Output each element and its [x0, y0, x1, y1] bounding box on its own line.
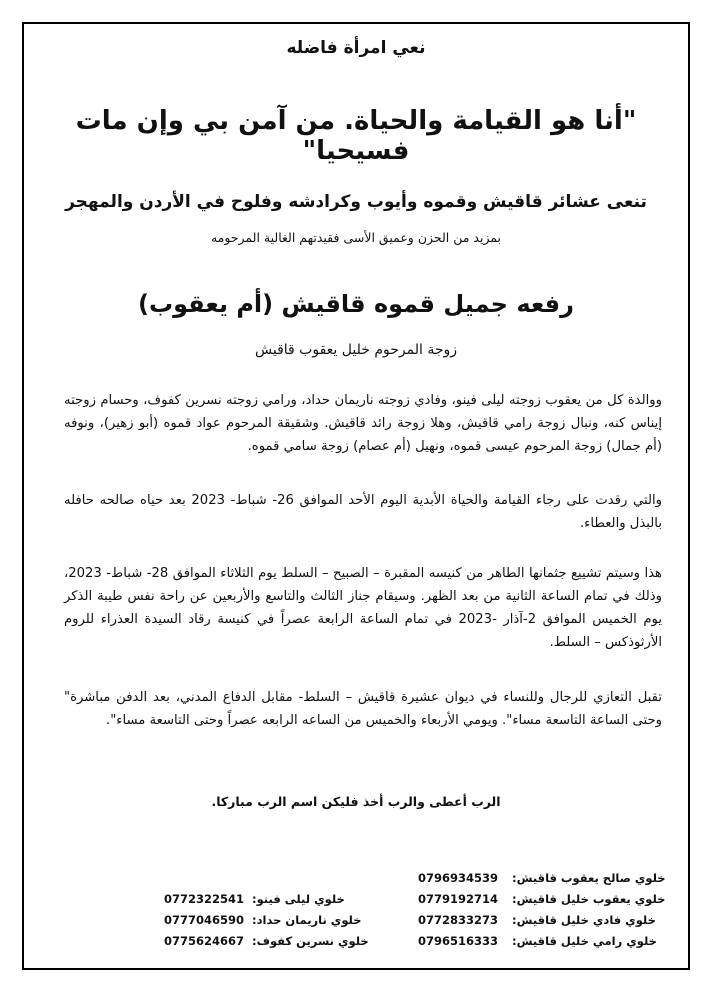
deceased-name: رفعه جميل قموه قاقيش (أم يعقوب): [138, 290, 574, 318]
contacts-right-column: [418, 868, 668, 952]
contact-number[interactable]: 0777046590: [164, 913, 245, 927]
contact-number[interactable]: 0775624667: [164, 934, 245, 948]
contact-number[interactable]: 0796516333: [418, 934, 499, 948]
contact-label: خلوي يعقوب خليل قاقيش:: [512, 892, 666, 906]
contact-row: [164, 889, 394, 910]
grief-line: بمزيد من الحزن وعميق الأسى فقيدتهم الغالية المرحومه: [210, 230, 502, 245]
tribes-announcement: تنعى عشائر قاقيش وقموه وأيوب وكرادشه وفلوح في الأردن والمهجر: [65, 192, 647, 212]
contact-number[interactable]: 0772322541: [164, 892, 245, 906]
contact-number[interactable]: 0796934539: [418, 871, 499, 885]
contact-number[interactable]: 0772833273: [418, 913, 499, 927]
contact-label: خلوي ناريمان حداد:: [252, 913, 362, 927]
contact-row: [418, 910, 668, 931]
contact-row: [418, 868, 668, 889]
contact-label: خلوي رامي خليل قاقيش:: [512, 934, 657, 948]
contact-row: [164, 910, 394, 931]
contact-label: خلوي صالح يعقوب قاقيش:: [512, 871, 666, 885]
wife-of-line: زوجة المرحوم خليل يعقوب قاقيش: [255, 342, 457, 358]
contact-label: خلوي ليلى فينو:: [252, 892, 345, 906]
funeral-paragraph: هذا وسيتم تشييع جثمانها الطاهر من كنيسه المقبرة – الصبيح – السلط يوم الثلاثاء الموافق 28- شباط- 2023، وذلك في تمام الساعة الثانية من بعد الظهر. وسيقام جناز الثالث والتاسع والأربعين عن راحة نفس طيبة الذكر يوم الخميس الموافق 2-آذار -2023 في تمام الساعة الرابعة عصراً في كنيسة رقاد السيدة العذراء للروم الأرثوذكس – السلط.: [64, 566, 663, 650]
notice-title: نعي امرأة فاضله: [286, 38, 426, 58]
contact-row: [418, 889, 668, 910]
family-paragraph: ووالدة كل من يعقوب زوجته ليلى فينو، وفادي زوجته ناريمان حداد، ورامي زوجته نسرين كفوف، وحسام زوجته إيناس كنه، ونبال زوجة رامي قاقيش، وهلا زوجة رائد قاقيش. وشقيقة المرحوم عواد قموه (أبو زهير)، ونوفه (أم جمال) زوجة المرحوم عيسى قموه، ونهيل (أم عصام) زوجة سامي قموه.: [64, 393, 662, 454]
scripture-verse: "أنا هو القيامة والحياة. من آمن بي وإن مات فسيحيا": [75, 106, 637, 166]
blessing-line: الرب أعطى والرب أخذ فليكن اسم الرب مباركا.: [211, 794, 501, 809]
contacts-left-column: [164, 889, 394, 952]
contact-number[interactable]: 0779192714: [418, 892, 499, 906]
condolences-paragraph: تقبل التعازي للرجال وللنساء في ديوان عشيرة قاقيش – السلط- مقابل الدفاع المدني، بعد الدفن مباشرة" وحتى الساعة التاسعة مساء". ويومي الأربعاء والخميس من الساعه الرابعه عصراً وحتى التاسعة مساء".: [64, 690, 662, 728]
death-paragraph: والتي رقدت على رجاء القيامة والحياة الأبدية اليوم الأحد الموافق 26- شباط- 2023 بعد حياه صالحه حافله بالبذل والعطاء.: [64, 493, 663, 531]
contact-row: [418, 931, 668, 952]
contact-label: خلوي نسرين كفوف:: [252, 934, 369, 948]
obituary-frame: [22, 22, 690, 970]
contact-row: [164, 931, 394, 952]
contact-label: خلوي فادي خليل قاقيش:: [512, 913, 656, 927]
